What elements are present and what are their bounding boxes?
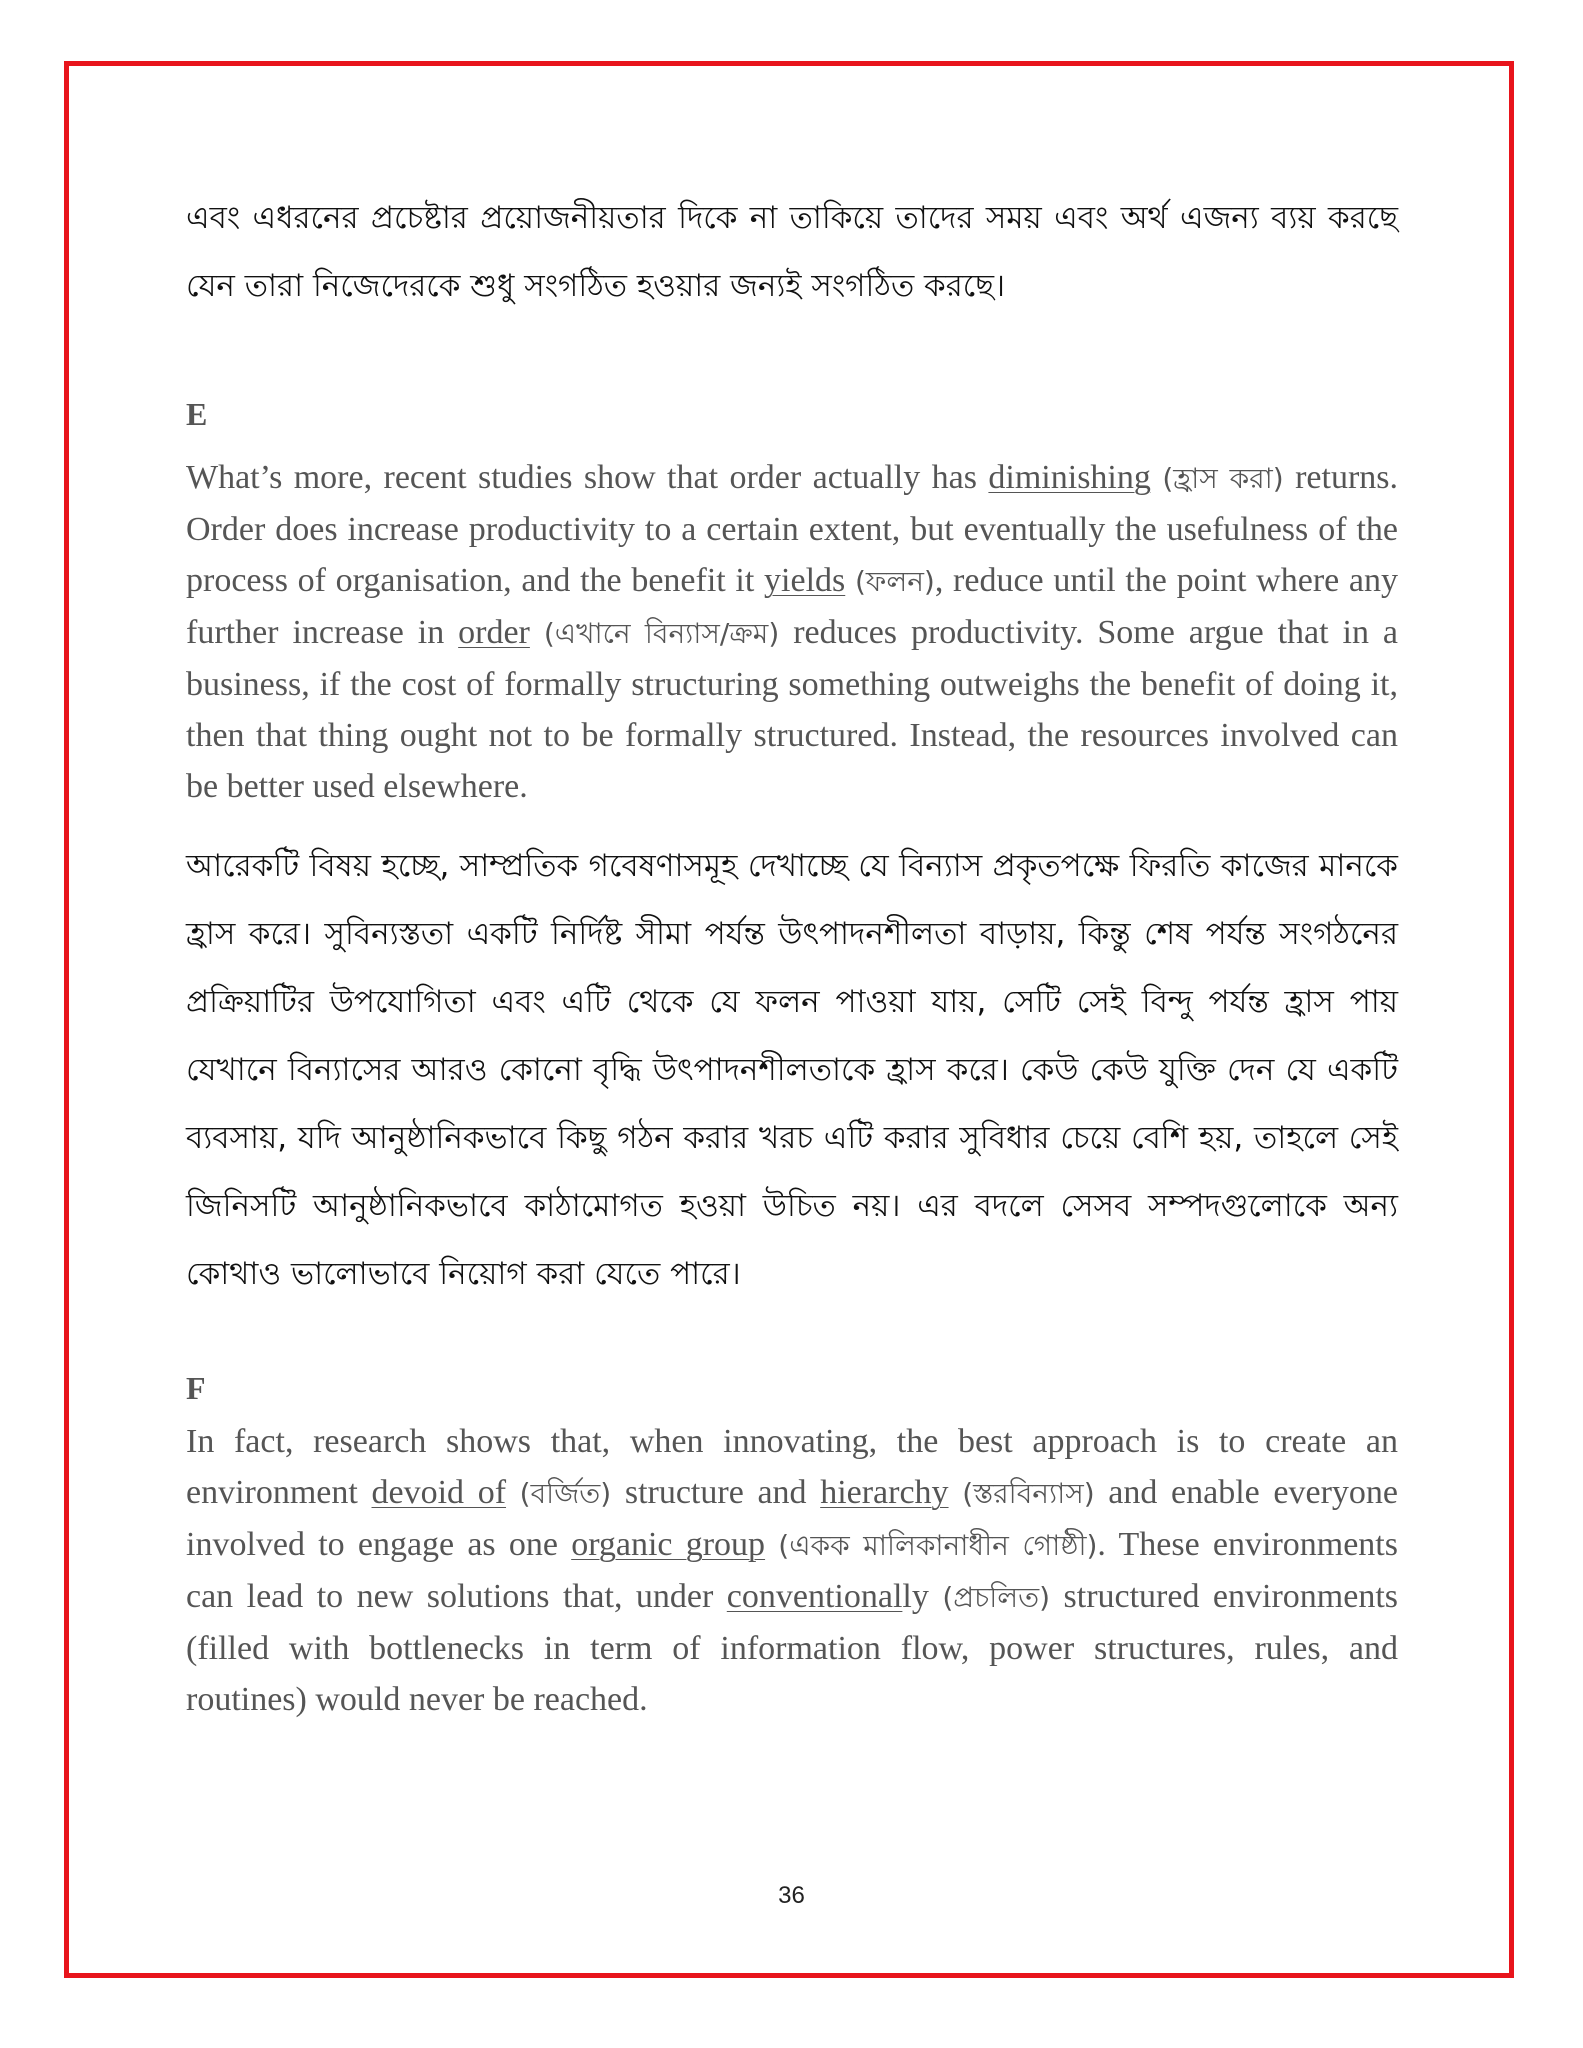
english-paragraph-e (186, 452, 1398, 812)
vocab-word-organic-group: organic group (571, 1526, 766, 1563)
gloss-diminishing: (হ্রাস করা) (1162, 462, 1284, 495)
gloss-conventional: (প্রচলিত) (942, 1581, 1051, 1614)
vocab-word-hierarchy: hierarchy (820, 1474, 949, 1511)
vocab-word-yields: yields (764, 562, 846, 599)
text-run: returns. Order does increase productivity to a certain extent, but eventually the usefulness of the process of organisation, and the benefit it (186, 459, 1399, 599)
section-e-bengali-block (186, 832, 1398, 1308)
text-run: . These environments can lead to new solutions that, under (186, 1526, 1398, 1615)
text-run: reduces productivity. Some argue that in a business, if the cost of formally structuring something outweighs the benefit of doing it, then that thing ought not to be formally structured. Instead, the resources involved can be better used elsewhere. (186, 614, 1398, 805)
section-heading-e: E (186, 396, 208, 432)
text-run: , reduce until the point where any further increase in (186, 562, 1399, 651)
text-run: In fact, research shows that, when innovating, the best approach is to create an environment (186, 1423, 1398, 1511)
section-f-heading-block (186, 1368, 1398, 1408)
text-run: ly (902, 1578, 929, 1615)
vocab-word-order: order (458, 614, 530, 651)
gloss-organic-group: (একক মালিকানাধীন গোষ্ঠী) (778, 1529, 1098, 1562)
section-e-english-block (186, 452, 1398, 812)
bengali-paragraph-top: এবং এধরনের প্রচেষ্টার প্রয়োজনীয়তার দিকে না তাকিয়ে তাদের সময় এবং অর্থ এজন্য ব্যয় করছে যেন তারা নিজেদেরকে শুধু সংগঠিত হওয়ার জন্যই সংগঠিত করছে। (186, 200, 1398, 304)
gloss-order: (এখানে বিন্যাস/ক্রম) (543, 617, 780, 650)
text-run: and enable everyone involved to engage as one (186, 1474, 1399, 1563)
page-number: 36 (778, 1882, 805, 1909)
gloss-yields: (ফলন) (854, 565, 935, 598)
section-heading-f: F (186, 1370, 206, 1406)
vocab-word-diminishing: diminishing (988, 459, 1151, 496)
top-bengali-block (186, 184, 1398, 320)
bengali-paragraph-e: আরেকটি বিষয় হচ্ছে, সাম্প্রতিক গবেষণাসমূহ দেখাচ্ছে যে বিন্যাস প্রকৃতপক্ষে ফিরতি কাজের মানকে হ্রাস করে। সুবিন্যস্ততা একটি নির্দিষ্ট সীমা পর্যন্ত উৎপাদনশীলতা বাড়ায়, কিন্তু শেষ পর্যন্ত সংগঠনের প্রক্রিয়াটির উপযোগিতা এবং এটি থেকে যে ফলন পাওয়া যায়, সেটি সেই বিন্দু পর্যন্ত হ্রাস পায় যেখানে বিন্যাসের আরও কোনো বৃদ্ধি উৎপাদনশীলতাকে হ্রাস করে। কেউ কেউ যুক্তি দেন যে একটি ব্যবসায়, যদি আনুষ্ঠানিকভাবে কিছু গঠন করার খরচ এটি করার সুবিধার চেয়ে বেশি হয়, তাহলে সেই জিনিসটি আনুষ্ঠানিকভাবে কাঠামোগত হওয়া উচিত নয়। এর বদলে সেসব সম্পদগুলোকে অন্য কোথাও ভালোভাবে নিয়োগ করা যেতে পারে। (186, 848, 1398, 1292)
vocab-word-devoid-of: devoid of (371, 1474, 507, 1511)
section-f-english-block (186, 1416, 1398, 1725)
english-paragraph-f (186, 1416, 1398, 1725)
vocab-word-conventional: conventional (726, 1578, 903, 1615)
text-run: What’s more, recent studies show that order actually has (186, 459, 989, 496)
section-e-heading-block (186, 394, 1398, 434)
gloss-hierarchy: (স্তরবিন্যাস) (962, 1477, 1095, 1510)
text-run: structure and (611, 1474, 821, 1511)
gloss-devoid-of: (বর্জিত) (519, 1477, 612, 1510)
text-run: structured environments (filled with bottlenecks in term of information flow, power structures, rules, and routines) would never be reached. (186, 1578, 1398, 1718)
